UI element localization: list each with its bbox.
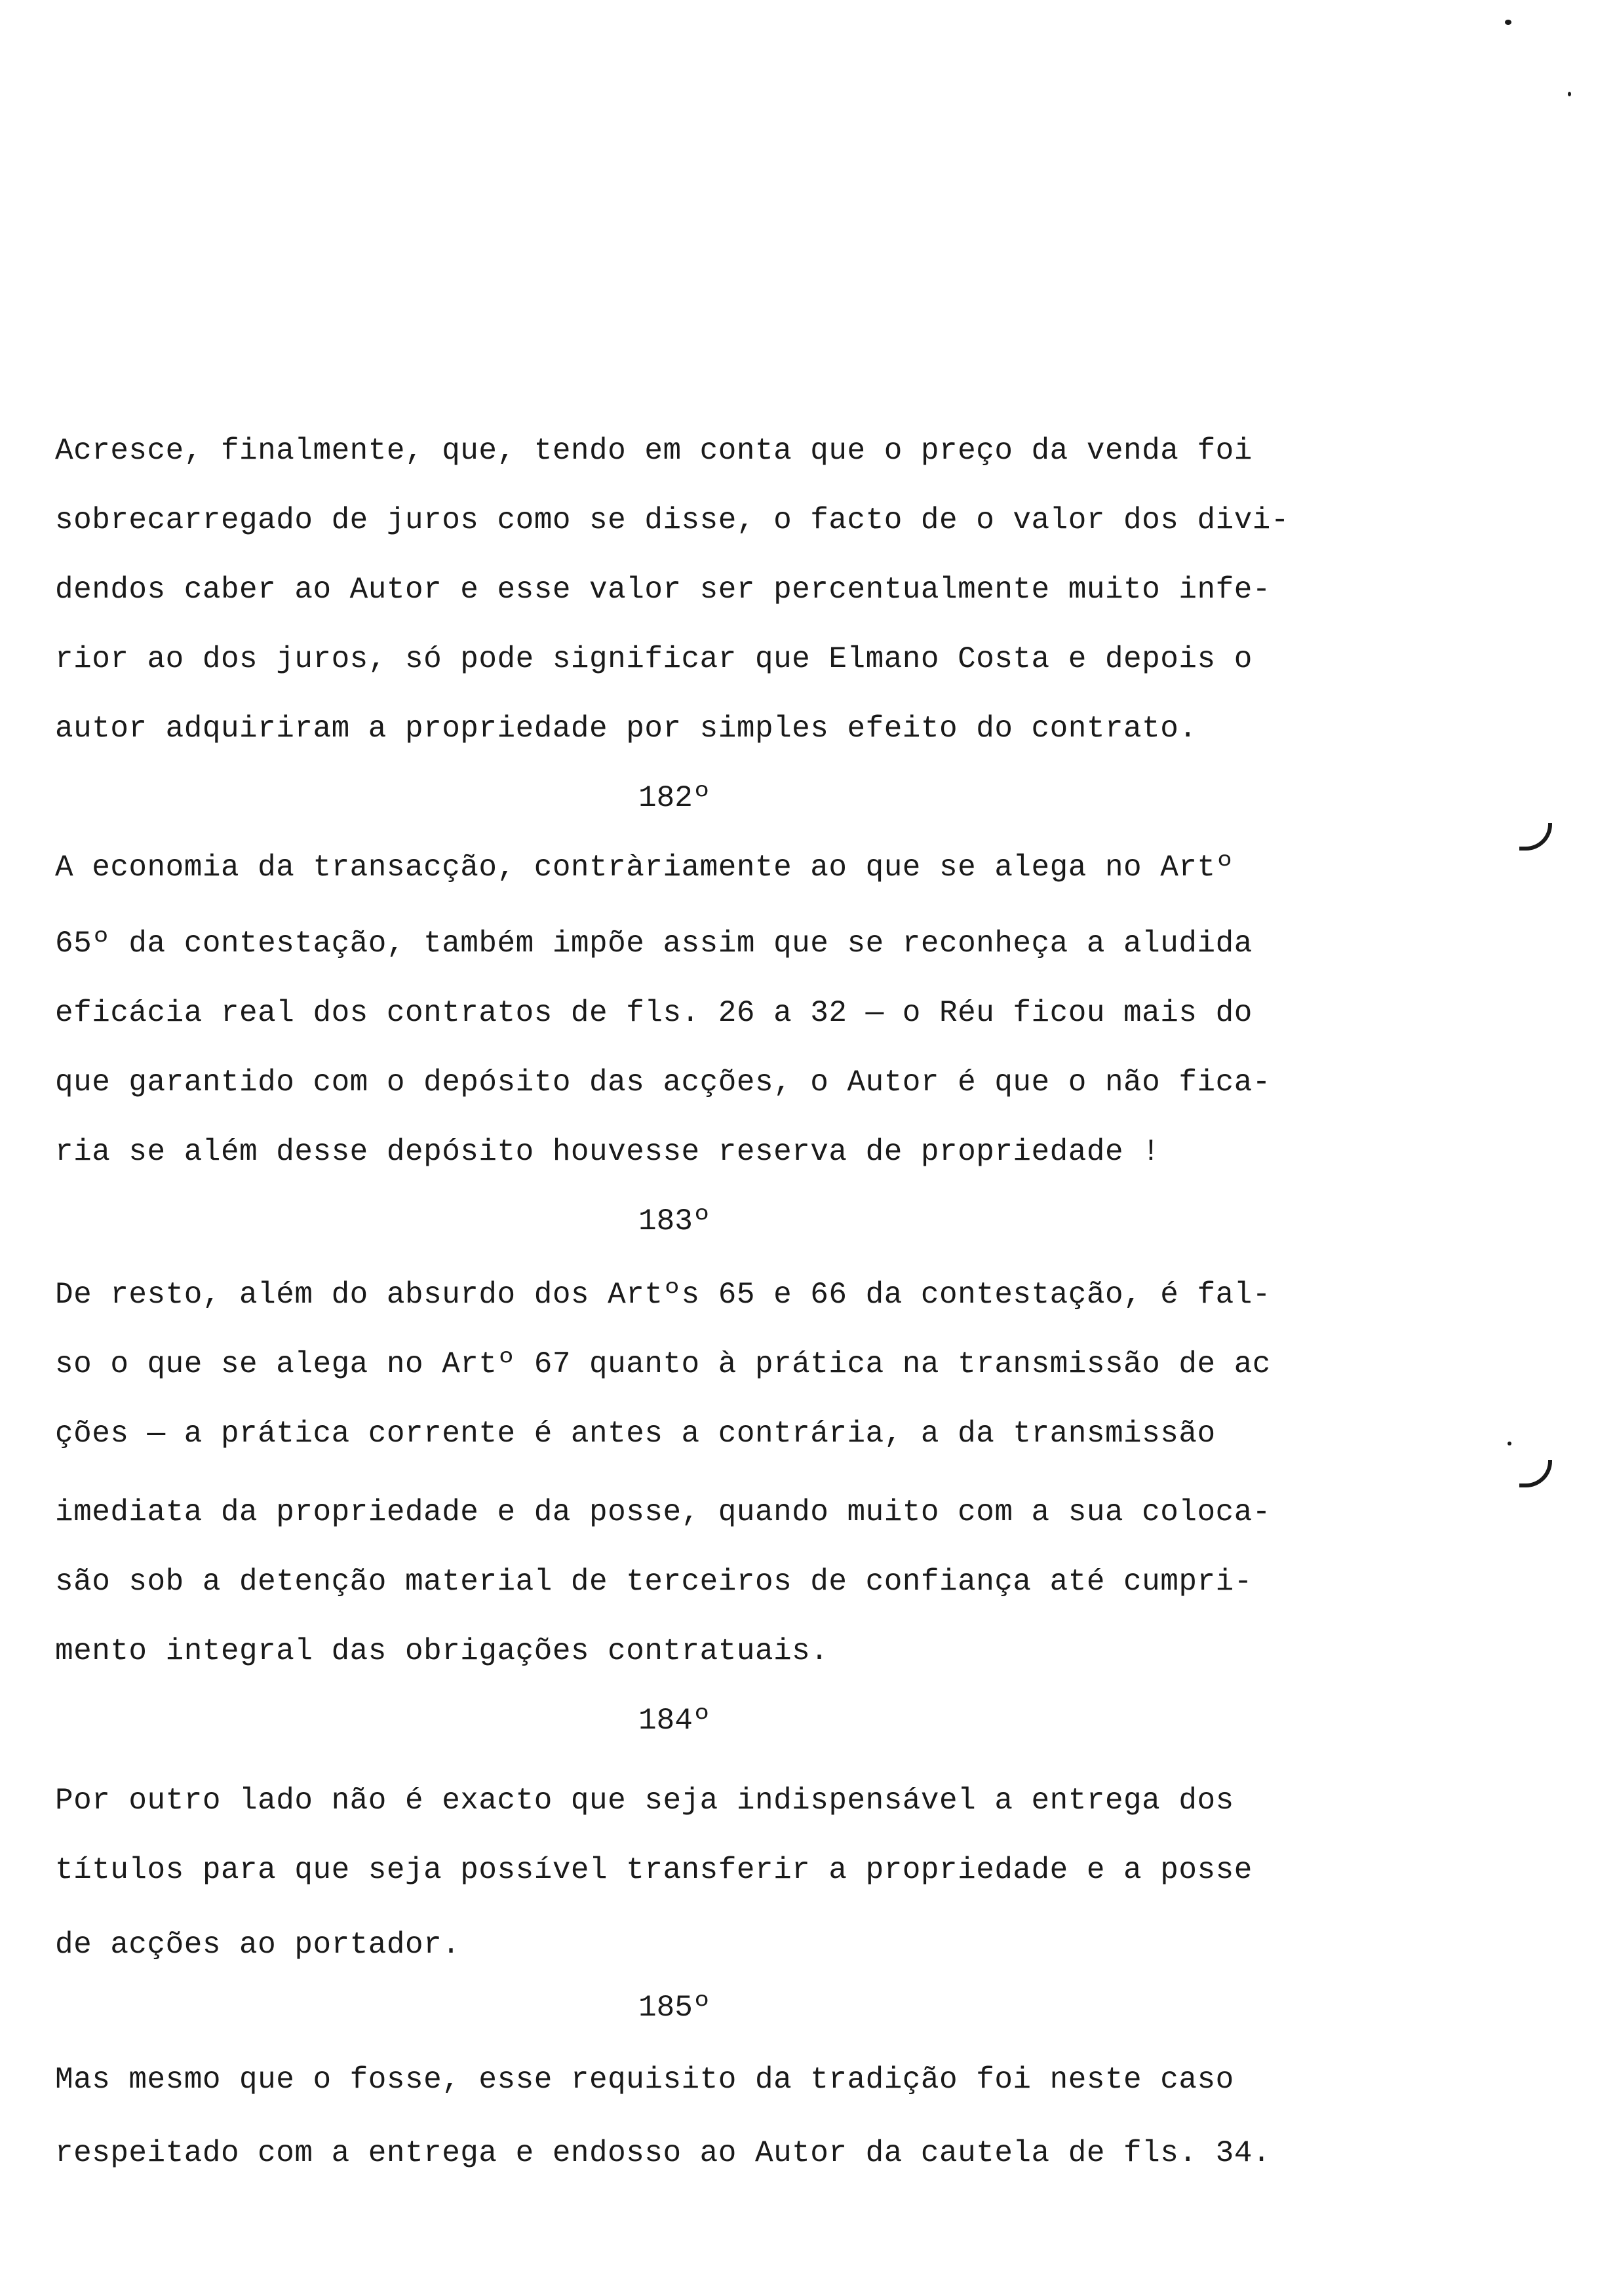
text-line: ria se além desse depósito houvesse reserva de propriedade ! <box>55 1135 1161 1169</box>
text-line: ções — a prática corrente é antes a contrária, a da transmissão <box>55 1417 1216 1451</box>
article-number: 185º <box>638 1991 711 2025</box>
text-line: eficácia real dos contratos de fls. 26 a 32 — o Réu ficou mais do <box>55 996 1253 1030</box>
paper-speck <box>1505 20 1511 25</box>
margin-check-mark <box>1519 823 1552 851</box>
text-line: Por outro lado não é exacto que seja indispensável a entrega dos <box>55 1784 1234 1818</box>
paper-speck <box>1508 1442 1511 1445</box>
text-line: que garantido com o depósito das acções, o Autor é que o não fica- <box>55 1065 1271 1100</box>
text-line: mento integral das obrigações contratuais. <box>55 1634 829 1668</box>
text-line: sobrecarregado de juros como se disse, o facto de o valor dos divi- <box>55 503 1290 537</box>
text-line: títulos para que seja possível transferir a propriedade e a posse <box>55 1853 1253 1887</box>
text-line: Mas mesmo que o fosse, esse requisito da tradição foi neste caso <box>55 2063 1234 2097</box>
article-number: 183º <box>638 1204 711 1238</box>
article-number: 182º <box>638 781 711 815</box>
text-line: imediata da propriedade e da posse, quando muito com a sua coloca- <box>55 1495 1271 1529</box>
text-line: A economia da transacção, contràriamente ao que se alega no Artº <box>55 851 1234 885</box>
text-line: 65º da contestação, também impõe assim que se reconheça a aludida <box>55 927 1253 961</box>
text-line: rior ao dos juros, só pode significar que Elmano Costa e depois o <box>55 642 1253 676</box>
text-line: so o que se alega no Artº 67 quanto à prática na transmissão de ac <box>55 1347 1271 1381</box>
text-line: dendos caber ao Autor e esse valor ser percentualmente muito infe- <box>55 573 1271 607</box>
text-line: são sob a detenção material de terceiros de confiança até cumpri- <box>55 1565 1253 1599</box>
text-line: Acresce, finalmente, que, tendo em conta que o preço da venda foi <box>55 434 1253 468</box>
article-number: 184º <box>638 1704 711 1738</box>
margin-check-mark <box>1519 1460 1552 1487</box>
text-line: de acções ao portador. <box>55 1928 461 1962</box>
text-line: respeitado com a entrega e endosso ao Autor da cautela de fls. 34. <box>55 2136 1271 2170</box>
text-line: De resto, além do absurdo dos Artºs 65 e 66 da contestação, é fal- <box>55 1278 1271 1312</box>
paper-speck <box>1568 92 1571 96</box>
text-line: autor adquiriram a propriedade por simples efeito do contrato. <box>55 712 1197 746</box>
